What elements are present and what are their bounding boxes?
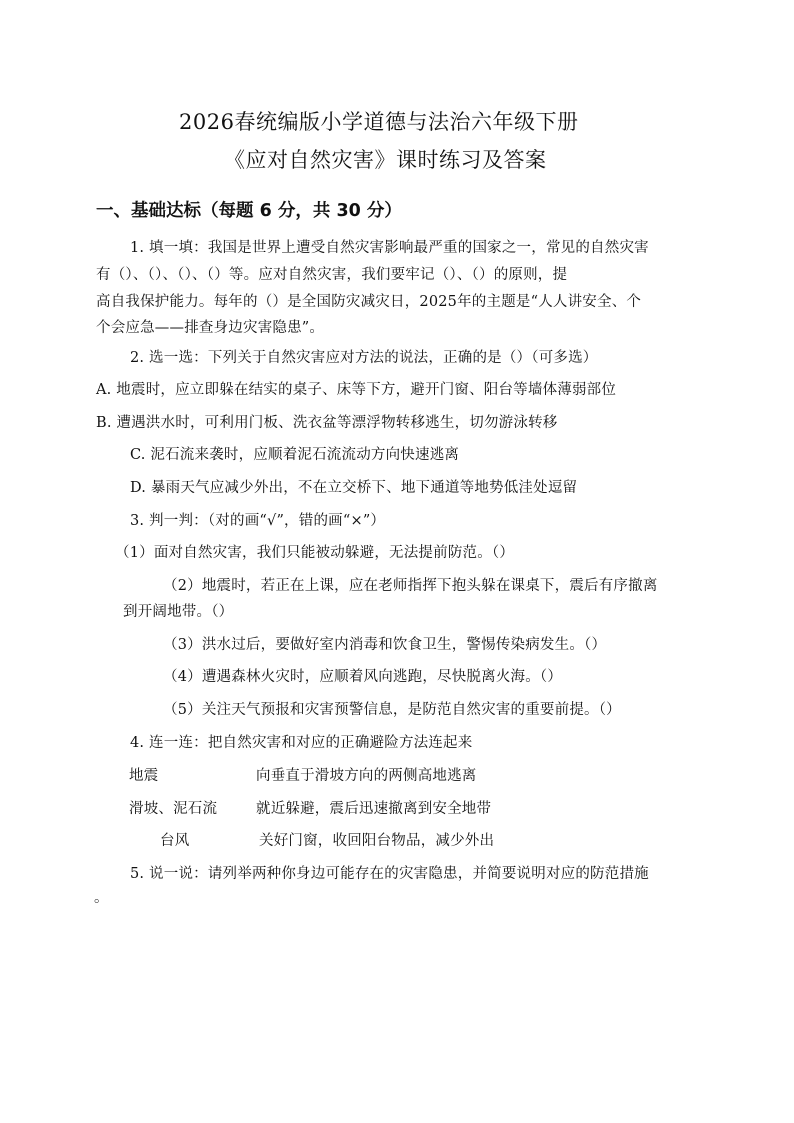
q3-item-2: （2）地震时，若正在上课，应在老师指挥下抱头躲在课桌下，震后有序撤离: [163, 578, 658, 594]
q1-line-3: 高自我保护能力。每年的（）是全国防灾减灾日，2025年的主题是“人人讲安全、个: [96, 294, 642, 310]
q4-left-1: 地震: [129, 768, 159, 784]
q4-stem: 4. 连一连：把自然灾害和对应的正确避险方法连起来: [130, 735, 473, 751]
q4-left-3: 台风: [160, 833, 190, 849]
q4-right-3: 关好门窗，收回阳台物品，减少外出: [259, 833, 495, 849]
q2-option-d: D. 暴雨天气应减少外出，不在立交桥下、地下通道等地势低洼处逗留: [130, 480, 578, 496]
q4-left-2: 滑坡、泥石流: [129, 801, 218, 817]
q3-item-4: （4）遭遇森林火灾时，应顺着风向逃跑，尽快脱离火海。（）: [163, 669, 563, 685]
q3-item-1: （1）面对自然灾害，我们只能被动躲避，无法提前防范。（）: [115, 545, 515, 561]
q4-right-2: 就近躲避，震后迅速撤离到安全地带: [256, 801, 492, 817]
q2-stem: 2. 选一选：下列关于自然灾害应对方法的说法，正确的是（）（可多选）: [130, 350, 598, 366]
q5-line-2: 。: [94, 890, 109, 906]
section-heading: 一、基础达标（每题 6 分，共 30 分）: [96, 201, 402, 221]
q3-item-2-cont: 到开阔地带。（）: [123, 604, 234, 620]
q2-option-c: C. 泥石流来袭时，应顺着泥石流流动方向快速逃离: [130, 447, 460, 463]
q1-line-4: 个会应急——排查身边灾害隐患”。: [96, 320, 325, 336]
q3-item-3: （3）洪水过后，要做好室内消毒和饮食卫生，警惕传染病发生。（）: [163, 637, 607, 653]
title-line-1: 2026春统编版小学道德与法治六年级下册: [179, 110, 579, 134]
q1-line-1: 1. 填一填：我国是世界上遭受自然灾害影响最严重的国家之一，常见的自然灾害: [130, 240, 649, 256]
q4-right-1: 向垂直于滑坡方向的两侧高地逃离: [256, 768, 477, 784]
q2-option-b: B. 遭遇洪水时，可利用门板、洗衣盆等漂浮物转移逃生，切勿游泳转移: [96, 415, 558, 431]
q3-stem: 3. 判一判：（对的画“√”，错的画“×”）: [130, 513, 386, 529]
q1-line-2: 有（）、（）、（）、（）等。应对自然灾害，我们要牢记（）、（）的原则，提: [96, 267, 568, 283]
q5-line-1: 5. 说一说：请列举两种你身边可能存在的灾害隐患，并简要说明对应的防范措施: [130, 866, 649, 882]
q2-option-a: A. 地震时，应立即躲在结实的桌子、床等下方，避开门窗、阳台等墙体薄弱部位: [96, 382, 617, 398]
q3-item-5: （5）关注天气预报和灾害预警信息，是防范自然灾害的重要前提。（）: [163, 702, 621, 718]
title-line-2: 《应对自然灾害》课时练习及答案: [224, 148, 547, 172]
